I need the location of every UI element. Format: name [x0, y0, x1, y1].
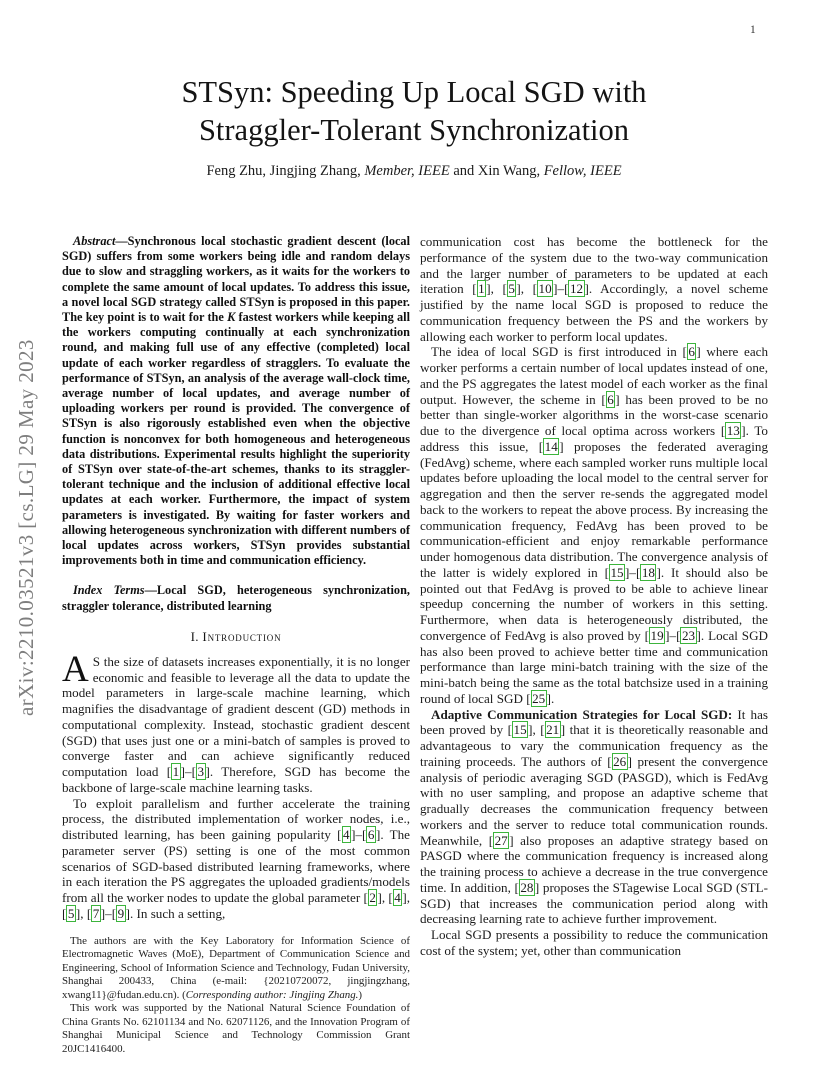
citation-link[interactable]: 5 [508, 281, 515, 297]
citation-link[interactable]: 4 [343, 827, 350, 843]
citation-link[interactable]: 10 [538, 281, 552, 297]
citation-link[interactable]: 15 [513, 722, 527, 738]
footnote-affiliation: The authors are with the Key Laboratory for Information Science of Electromagnetic Waves (MoE), Department of Communication Science and Engineering, School of Information Science and Technology, Fudan University, Shanghai 200433, China (e-mail: {20210720072, jingjingzhang, xwang11}@fudan.edu.cn). (Corresponding author: Jingjing Zhang.) [62, 934, 410, 1001]
citation-link[interactable]: 3 [197, 764, 204, 780]
intro-paragraph-1-text: S the size of datasets increases exponentially, it is no longer economic and feasible to leverage all the data to update the model parameters in large-scale machine learning, which magnifies the disadvantage of gradient descent (GD) methods in computational complexity. Instead, stochastic gradient descent (SGD) that uses just one or a mini-batch of samples is proved to converge faster and can achieve significantly reduced computation load [ 1 ]–[ 3 ]. Therefore, SGD has become the backbone of large-scale machine learning tasks. [62, 653, 410, 795]
citation-link[interactable]: 9 [117, 905, 125, 921]
citation-link[interactable]: 13 [726, 423, 740, 438]
italic-text: Corresponding author: Jingjing Zhang. [185, 988, 359, 1001]
citation-link[interactable]: 23 [681, 627, 696, 643]
right-paragraph-1: communication cost has become the bottleneck for the performance of the system due to the two-way communication and the larger number of parameters to be updated at each iteration [ 1 ], [ 5 ], [ 10 ]–[ 12 ]. Accordingly, a novel scheme justified by the name local SGD is proposed to reduce the communication frequency between the PS and the workers by allowing each worker to perform local updates. [420, 234, 769, 344]
citation-link[interactable]: 18 [641, 564, 655, 580]
right-paragraph-2: The idea of local SGD is first introduced in [ 6 ] where each worker performs a certain number of local updates instead of one, and the PS aggregates the latest model of each worker as the final output. However, the scheme in [ 6 ] has been proved to be no better than single-worker algorithms in the worst-case scenario due to the divergence of local optima across workers [ 13 ]. To address this issue, [ 14 ] proposes the federated averaging (FedAvg) scheme, where each sampled worker runs multiple local updates before uploading the local model to the central server for aggregation and then the server re-sends the aggregated model back to the workers to repeat the above process. By increasing the communication frequency, FedAvg has been proved to be communication-efficient and enjoy remarkable performance under homogenous data distribution. The convergence analysis of the latter is widely explored in [ 15 ]–[ 18 ]. It should also be pointed out that FedAvg is proved to be able to achieve linear speedup concerning the number of workers in this setting. Furthermore, when data is heterogeneously distributed, the convergence of FedAvg is also proved by [ 19 ]–[ 23 ]. Local SGD has also been proved to achieve better time and communication performance than large mini-batch training with the size of the mini-batch being the same as the total batchsize used in a training round of local SGD [ 25 ]. [420, 344, 768, 706]
citation-link[interactable]: 1 [478, 281, 485, 297]
right-paragraph-3: Adaptive Communication Strategies for Local SGD: It has been proved by [ 15 ], [ 21 ] that it is theoretically reasonable and advantageous to vary the communication frequency as the training proceeds. The authors of [ 26 ] present the convergence analysis of periodic averaging SGD (PASGD), which is FedAvg with no user sampling, and propose an adaptive scheme that gradually decreases the communication frequency between workers and the server to reduce total communication rounds. Meanwhile, [ 27 ] also proposes an adaptive strategy based on PASGD where the communication frequency is increased along the training process to achieve a decrease in the true convergence time. In addition, [ 28 ] proposes the STagewise Local SGD (STL-SGD) that increases the communication period along with decreasing learning rate to achieve further improvement. [420, 706, 769, 927]
intro-paragraph-1 [62, 648, 410, 796]
citation-link[interactable]: 12 [569, 281, 584, 297]
footnote-funding: This work was supported by the National Natural Science Foundation of China Grants No. 62101134 and No. 62071126, and the Innovation Program of Shanghai Municipal Science and Technology Commission Grant 20JC1416400. [62, 1002, 410, 1055]
intro-paragraph-2: To exploit parallelism and further accelerate the training process, the distributed implementation of worker nodes, i.e., distributed learning, has been gaining popularity [ 4 ]–[ 6 ]. The parameter server (PS) setting is one of the most common scenarios of SGD-based distributed learning frameworks, where in each iteration the PS aggregates the uploaded gradients/models from all the worker nodes to update the global parameter [ 2 ], [ 4 ], [ 5 ], [ 7 ]–[ 9 ]. In such a setting, [62, 795, 410, 921]
citation-link[interactable]: 2 [369, 890, 376, 906]
section-title: Introduction [202, 628, 282, 644]
right-column [420, 234, 768, 1056]
bold-run-in-heading: Adaptive Communication Strategies for Local SGD: [431, 706, 733, 722]
right-paragraph-4: Local SGD presents a possibility to reduce the communication cost of the system; yet, other than communication [420, 927, 768, 958]
drop-cap: A [62, 648, 89, 690]
left-column [62, 234, 410, 1056]
italic-text: Fellow, IEEE [543, 162, 622, 179]
citation-link[interactable]: 4 [394, 890, 401, 906]
paper-title-line-1: STSyn: Speeding Up Local SGD with [181, 75, 647, 109]
citation-link[interactable]: 15 [610, 564, 624, 580]
abstract-paragraph: Abstract—Synchronous local stochastic gradient descent (local SGD) suffers from some workers being idle and random delays due to slow and straggling workers, as it waits for the workers to complete the same amount of local updates. To address this issue, a novel local SGD strategy called STSyn is proposed in this paper. The key point is to wait for the K fastest workers while keeping all the workers computing continually at each synchronization round, and making full use of any effective (completed) local update of each worker regardless of stragglers. To evaluate the performance of STSyn, an analysis of the average wall-clock time, average number of local updates, and average number of uploading workers per round is provided. The convergence of STSyn is also rigorously established even when the objective function is nonconvex for both homogeneous and heterogeneous data distributions. Experimental results highlight the superiority of STSyn over state-of-the-art schemes, thanks to its straggler-tolerant technique and the inclusion of additional effective local updates at each worker. Furthermore, the impact of system parameters is investigated. By waiting for faster workers and allowing heterogeneous synchronization with different numbers of local updates across workers, STSyn provides substantial improvements both in time and communication efficiency. [62, 234, 410, 568]
citation-link[interactable]: 14 [544, 438, 558, 454]
index-terms-paragraph: Index Terms—Local SGD, heterogeneous synchronization, straggler tolerance, distributed learning [62, 583, 410, 613]
paper-title-line-2: Straggler-Tolerant Synchronization [198, 112, 630, 147]
citation-link[interactable]: 25 [532, 690, 546, 706]
author-line: Feng Zhu, Jingjing Zhang, Member, IEEE and Xin Wang, Fellow, IEEE [206, 162, 622, 179]
citation-link[interactable]: 6 [367, 827, 375, 843]
citation-link[interactable]: 6 [607, 391, 614, 407]
arxiv-banner: arXiv:2210.03521v3 [cs.LG] 29 May 2023 [14, 339, 38, 717]
paper-header [0, 74, 828, 180]
citation-link[interactable]: 26 [613, 753, 627, 769]
page-number: 1 [750, 24, 756, 36]
citation-link[interactable]: 6 [688, 344, 695, 360]
author-footnote [62, 935, 410, 1057]
italic-text: Index Terms [73, 583, 145, 598]
two-column-body [62, 234, 768, 1056]
italic-text: Member, IEEE [364, 162, 450, 179]
citation-link[interactable]: 21 [546, 722, 560, 738]
citation-link[interactable]: 5 [67, 905, 75, 921]
paper-title [0, 74, 828, 150]
section-number: I. [190, 628, 199, 644]
citation-link[interactable]: 1 [172, 764, 180, 780]
citation-link[interactable]: 19 [650, 627, 664, 643]
math-symbol: K [227, 310, 236, 325]
italic-text: Abstract [73, 234, 116, 248]
citation-link[interactable]: 7 [92, 905, 100, 921]
section-heading-introduction [62, 629, 410, 645]
citation-link[interactable]: 27 [494, 832, 508, 848]
citation-link[interactable]: 28 [520, 879, 534, 895]
